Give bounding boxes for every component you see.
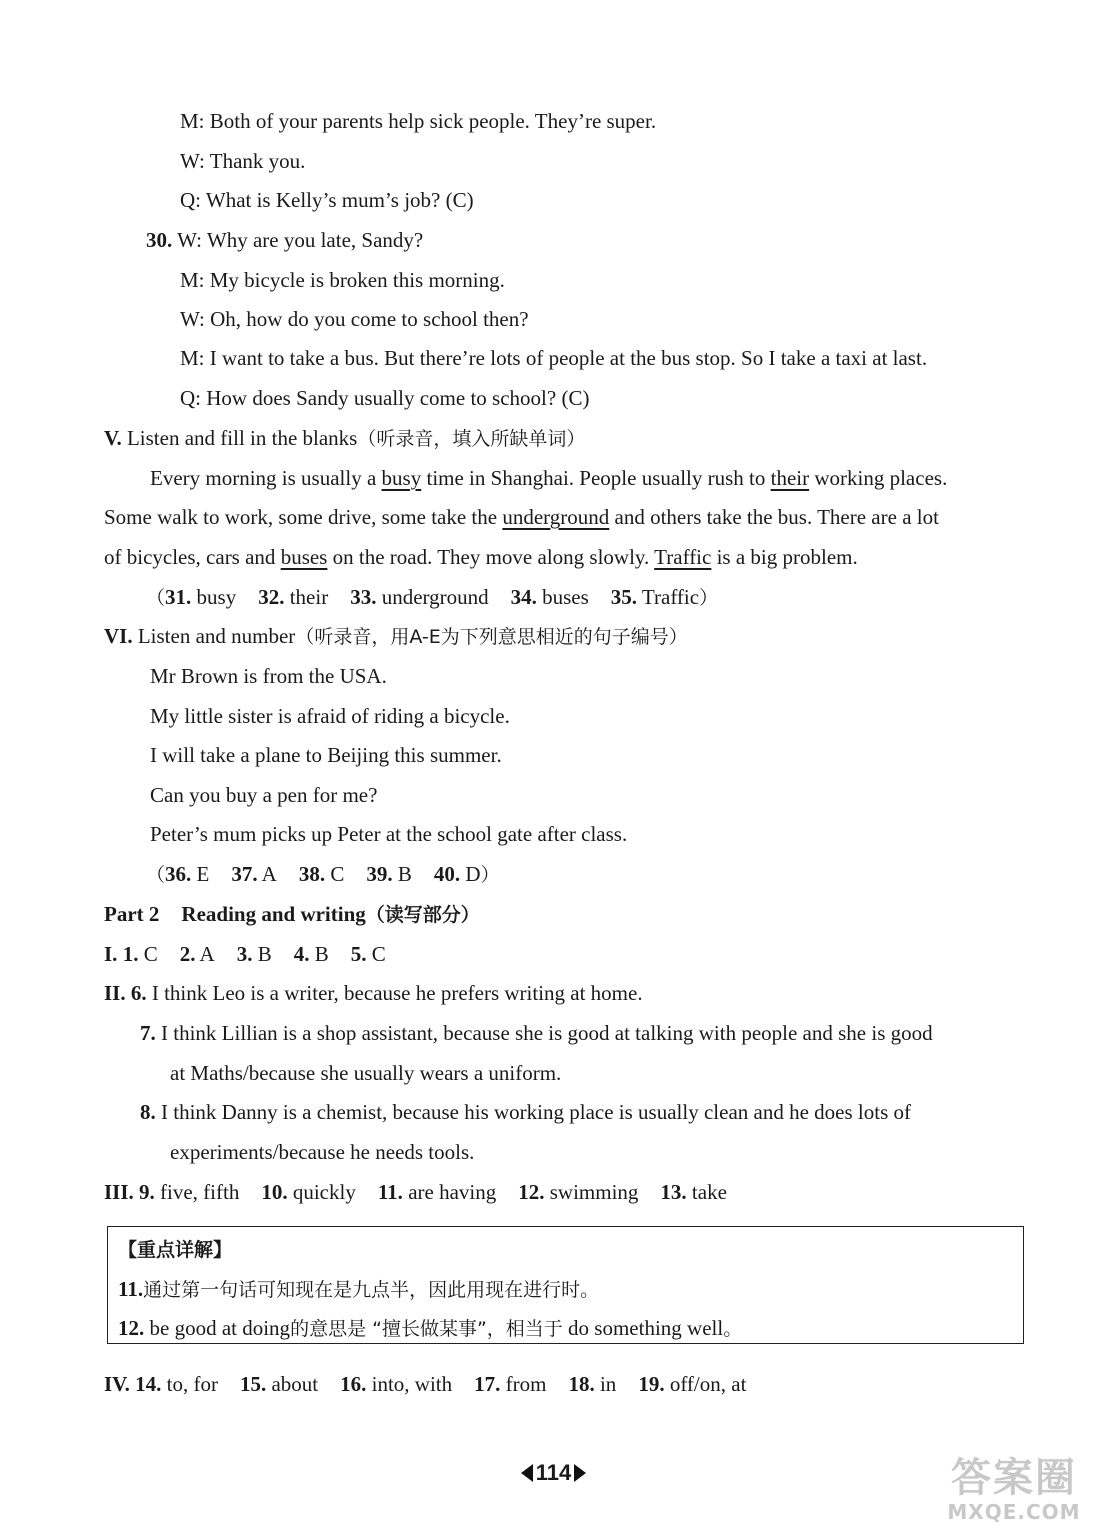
dialogue-line: Q: What is Kelly’s mum’s job? (C) — [180, 188, 474, 212]
dialogue-line: W: Oh, how do you come to school then? — [180, 307, 529, 331]
sentence-line: Mr Brown is from the USA. — [150, 664, 387, 688]
dialogue-line-30 — [146, 227, 423, 253]
dialogue-line: W: Thank you. — [180, 149, 306, 173]
part2-heading: Part 2 Reading and writing（读写部分） — [104, 902, 480, 926]
triangle-right-icon — [574, 1464, 586, 1482]
sentence-line: Can you buy a pen for me? — [150, 783, 378, 807]
sentence-line: I will take a plane to Beijing this summer. — [150, 743, 502, 767]
key-point-11: 11.通过第一句话可知现在是九点半，因此用现在进行时。 — [118, 1277, 600, 1301]
dialogue-line: M: My bicycle is broken this morning. — [180, 268, 505, 292]
answer-row-v: （31. busy 32. their 33. underground 34. buses 35. Traffic） — [146, 585, 719, 609]
sentence-line: My little sister is afraid of riding a bicycle. — [150, 704, 510, 728]
blank-answer: busy — [381, 466, 422, 490]
answer-row-i: I. 1. C 2. A 3. B 4. B 5. C — [104, 942, 386, 966]
blank-answer: underground — [502, 505, 610, 529]
dialogue-line: M: I want to take a bus. But there’re lots of people at the bus stop. So I take a taxi at last. — [180, 346, 928, 370]
answer-row-ii-6: II. 6. I think Leo is a writer, because he prefers writing at home. — [104, 981, 643, 1005]
answer-row-ii-7-cont: at Maths/because she usually wears a uniform. — [170, 1061, 562, 1085]
key-points-heading: 【重点详解】 — [118, 1239, 233, 1261]
answer-row-ii-8-cont: experiments/because he needs tools. — [170, 1140, 475, 1164]
section-title: Listen and fill in the blanks — [126, 426, 358, 450]
answer-row-iv: IV. 14. to, for 15. about 16. into, with 17. from 18. in 19. off/on, at — [104, 1372, 747, 1396]
key-point-12: 12. be good at doing的意思是 “擅长做某事”，相当于 do something well。 — [118, 1316, 743, 1340]
answer-row-ii-8: 8. I think Danny is a chemist, because his working place is usually clean and he does lots of — [140, 1100, 911, 1124]
dialogue-line: Q: How does Sandy usually come to school? (C) — [180, 386, 590, 410]
section-title: Listen and number — [137, 624, 296, 648]
blank-answer: Traffic — [654, 545, 712, 569]
section-title-cn: （听录音，填入所缺单词） — [357, 428, 586, 450]
answer-row-ii-7: 7. I think Lillian is a shop assistant, because she is good at talking with people and she is good — [140, 1021, 933, 1045]
section-number: V. — [104, 426, 122, 450]
sentence-line: Peter’s mum picks up Peter at the school gate after class. — [150, 822, 628, 846]
blank-answer: buses — [280, 545, 328, 569]
section-number: VI. — [104, 624, 133, 648]
section-v-heading — [104, 425, 585, 452]
answer-row-iii: III. 9. five, fifth 10. quickly 11. are having 12. swimming 13. take — [104, 1180, 727, 1204]
passage-line: Some walk to work, some drive, some take the underground and others take the bus. There are a lot — [104, 505, 939, 529]
dialogue-text: W: Why are you late, Sandy? — [177, 228, 424, 252]
passage-line: of bicycles, cars and buses on the road. They move along slowly. Traffic is a big problem. — [104, 545, 858, 569]
key-points-box — [107, 1226, 1024, 1344]
question-number: 30. — [146, 228, 173, 252]
triangle-left-icon — [521, 1464, 533, 1482]
passage-line: Every morning is usually a busy time in Shanghai. People usually rush to their working places. — [150, 466, 948, 490]
blank-answer: their — [770, 466, 810, 490]
watermark-logo: 答案圈 MXQE.COM — [947, 1455, 1081, 1524]
dialogue-line: M: Both of your parents help sick people. They’re super. — [180, 109, 657, 133]
section-vi-heading — [104, 623, 688, 650]
section-title-cn: （听录音，用A-E为下列意思相近的句子编号） — [295, 626, 688, 648]
page-number: 114 — [0, 1460, 1107, 1486]
answer-row-vi: （36. E 37. A 38. C 39. B 40. D） — [146, 862, 500, 886]
